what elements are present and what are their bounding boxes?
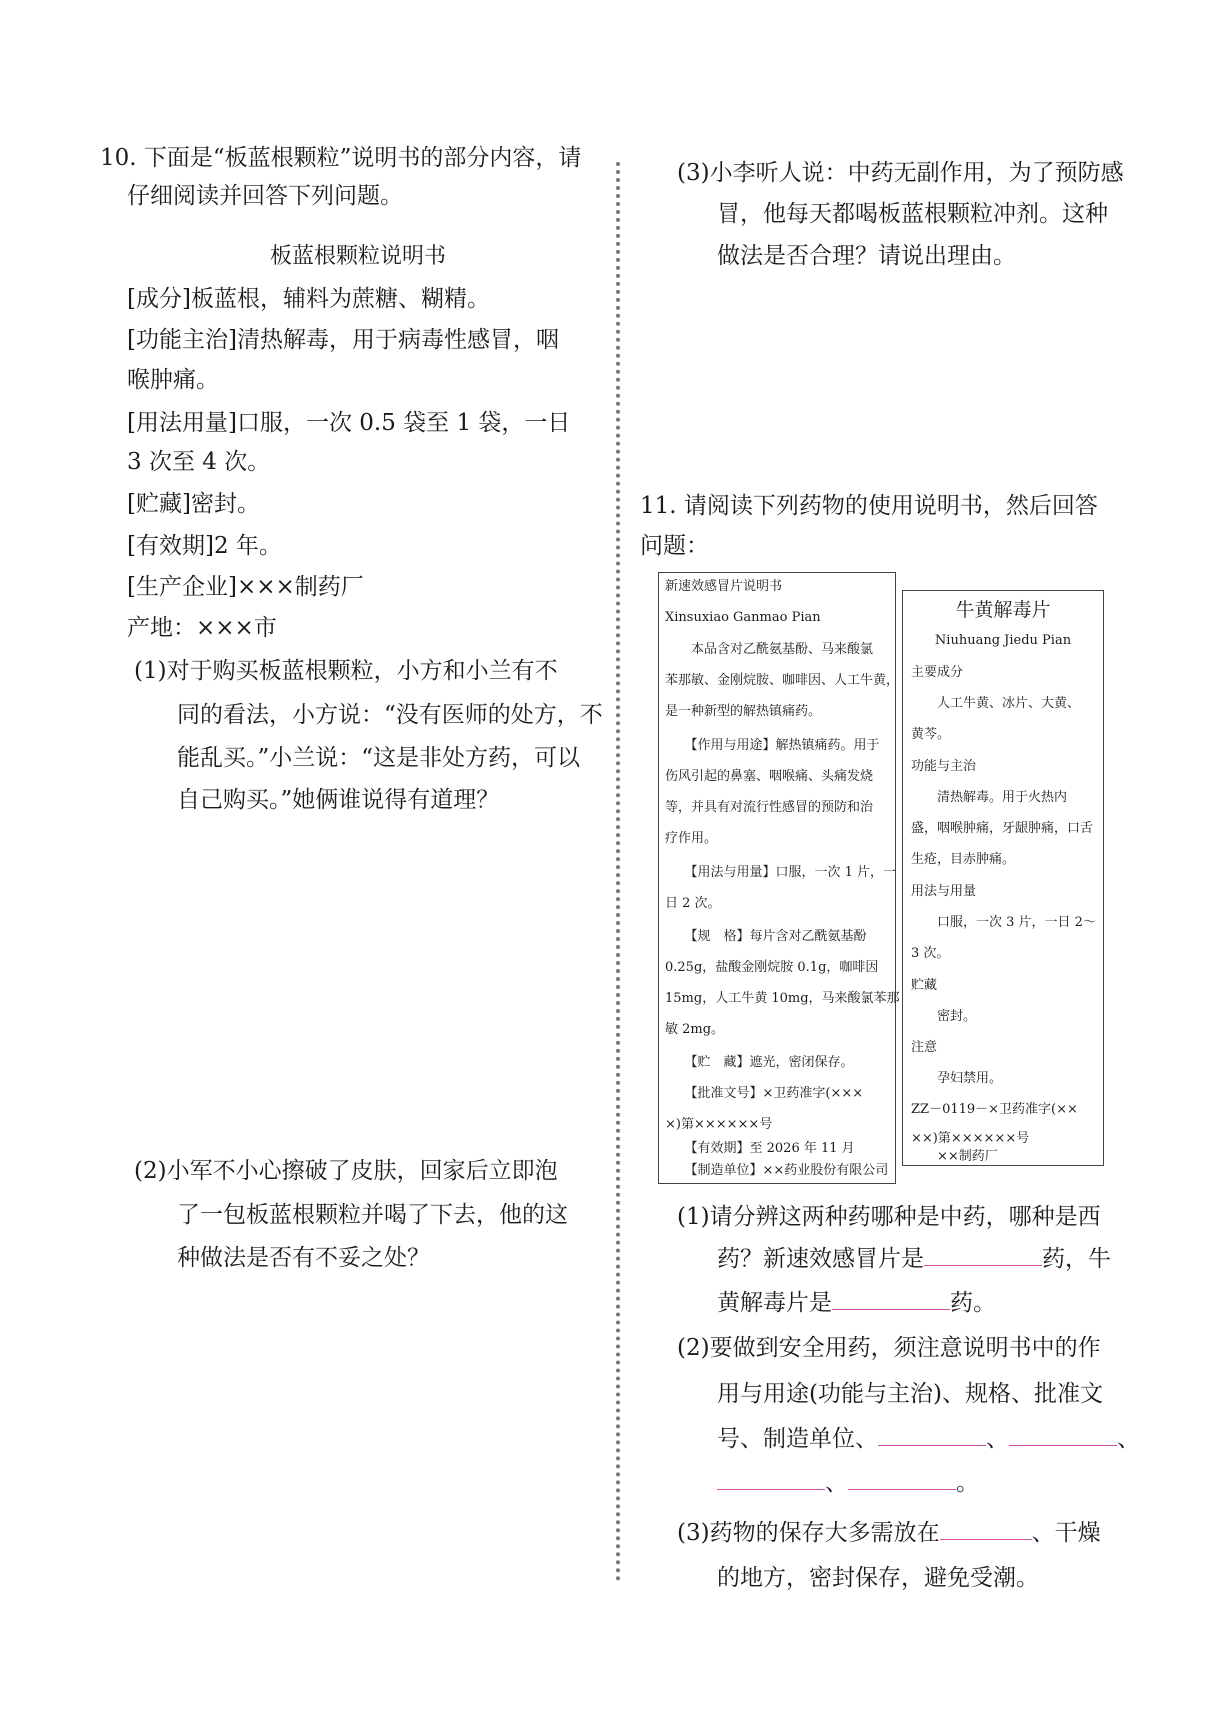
q11-stem-line1: 11. 请阅读下列药物的使用说明书，然后回答 <box>640 493 1098 519</box>
q11-sub1-line3-text-a: 黄解毒片是 <box>717 1290 832 1316</box>
box1-line: 【用法与用量】口服，一次 1 片，一 <box>665 865 897 880</box>
box1-line: ×)第××××××号 <box>665 1117 773 1132</box>
q10-sub3-line: 做法是否合理？请说出理由。 <box>717 243 1016 269</box>
box1-line: 等，并具有对流行性感冒的预防和治 <box>665 800 874 815</box>
q11-stem-line2: 问题： <box>640 533 709 559</box>
q10-sub3-line: 冒，他每天都喝板蓝根颗粒冲剂。这种 <box>717 201 1108 227</box>
q10-line: [用法用量]口服，一次 0.5 袋至 1 袋，一日 <box>127 410 571 436</box>
separator: 。 <box>956 1470 979 1496</box>
q11-sub1-line3 <box>717 1282 996 1325</box>
separator: 、 <box>1117 1426 1140 1452</box>
box1-line: 新速效感冒片说明书 <box>665 579 783 594</box>
q11-sub1-line3-text-b: 药。 <box>950 1290 996 1316</box>
box1-line: 【制造单位】××药业股份有限公司 <box>665 1163 889 1178</box>
answer-blank-storage[interactable] <box>940 1513 1032 1540</box>
q10-sub2-line: 了一包板蓝根颗粒并喝了下去，他的这 <box>177 1202 568 1228</box>
q11-sub1-line2-text-b: 药，牛 <box>1042 1246 1111 1272</box>
q10-line: 喉肿痛。 <box>127 367 219 393</box>
box1-line: 0.25g，盐酸金刚烷胺 0.1g，咖啡因 <box>665 960 879 975</box>
separator: 、 <box>986 1426 1009 1452</box>
q10-sub2-line: (2)小军不小心擦破了皮肤，回家后立即泡 <box>134 1158 558 1184</box>
box2-line: 贮藏 <box>911 978 938 993</box>
q10-sub3-line: (3)小李听人说：中药无副作用，为了预防感 <box>677 160 1124 186</box>
q10-line: 3 次至 4 次。 <box>127 449 271 475</box>
box1-line: 伤风引起的鼻塞、咽喉痛、头痛发烧 <box>665 769 874 784</box>
box2-line: 盛，咽喉肿痛，牙龈肿痛，口舌 <box>911 821 1094 836</box>
box1-line: 15mg，人工牛黄 10mg，马来酸氯苯那 <box>665 991 900 1006</box>
box2-line: 密封。 <box>911 1009 977 1024</box>
box1-line: 疗作用。 <box>665 831 718 846</box>
box1-line: Xinsuxiao Ganmao Pian <box>665 610 821 625</box>
box2-line: 用法与用量 <box>911 884 977 899</box>
box2-title: 牛黄解毒片 <box>955 599 1051 621</box>
q11-sub2-line3-text: 号、制造单位、 <box>717 1426 878 1452</box>
answer-blank-safety-4[interactable] <box>848 1463 956 1490</box>
box2-line: ××制药厂 <box>911 1149 998 1164</box>
answer-blank-safety-1[interactable] <box>878 1419 986 1446</box>
q10-line: [生产企业]×××制药厂 <box>127 574 364 600</box>
box2-line: 生疮，目赤肿痛。 <box>911 852 1016 867</box>
q11-sub3-line2: 的地方，密封保存，避免受潮。 <box>717 1565 1039 1591</box>
q10-line: [贮藏]密封。 <box>127 491 260 517</box>
box1-line: 【规 格】每片含对乙酰氨基酚 <box>665 929 867 944</box>
xinsuxiao-manual-box <box>658 572 900 1184</box>
box2-line: 主要成分 <box>911 665 964 680</box>
q10-sub2-line: 种做法是否有不妥之处？ <box>177 1245 430 1271</box>
box2-line: Niuhuang Jiedu Pian <box>934 633 1072 648</box>
box2-line: 口服，一次 3 片，一日 2～ <box>911 915 1096 930</box>
q10-manual-title: 板蓝根颗粒说明书 <box>270 244 447 269</box>
q10-line: 产地：×××市 <box>127 615 277 641</box>
answer-blank-niuhuang-type[interactable] <box>832 1283 950 1310</box>
box2-line: 注意 <box>911 1040 938 1055</box>
q10-stem-line1: 10. 下面是“板蓝根颗粒”说明书的部分内容，请 <box>100 145 582 171</box>
box2-line: 黄芩。 <box>911 727 951 742</box>
box2-line: ZZ－0119－×卫药准字(×× <box>911 1102 1078 1117</box>
box1-line: 本品含对乙酰氨基酚、马来酸氯 <box>665 642 874 657</box>
q10-line: [成分]板蓝根，辅料为蔗糖、糊精。 <box>127 286 490 312</box>
column-divider <box>616 162 620 1582</box>
q10-sub1-line: (1)对于购买板蓝根颗粒，小方和小兰有不 <box>134 658 558 684</box>
box1-line: 日 2 次。 <box>665 896 721 911</box>
box1-line: 【作用与用途】解热镇痛药。用于 <box>665 738 880 753</box>
q10-line: [有效期]2 年。 <box>127 533 282 559</box>
q11-sub3-line1-text-a: (3)药物的保存大多需放在 <box>677 1520 940 1546</box>
box2-line: 3 次。 <box>911 946 950 961</box>
box2-line: 孕妇禁用。 <box>911 1071 1003 1086</box>
q11-sub2-line3 <box>717 1418 1140 1461</box>
q11-sub1-line1: (1)请分辨这两种药哪种是中药，哪种是西 <box>677 1204 1101 1230</box>
box2-line: 功能与主治 <box>911 759 977 774</box>
box2-line: 人工牛黄、冰片、大黄、 <box>911 696 1081 711</box>
box1-line: 【贮 藏】遮光，密闭保存。 <box>665 1055 854 1070</box>
box1-line: 【批准文号】×卫药准字(××× <box>665 1086 864 1101</box>
separator: 、 <box>825 1470 848 1496</box>
box2-line: 清热解毒。用于火热内 <box>911 790 1068 805</box>
q11-sub1-line2-text-a: 药？新速效感冒片是 <box>717 1246 924 1272</box>
box2-line: ××)第××××××号 <box>911 1131 1030 1146</box>
q11-sub2-line2: 用与用途(功能与主治)、规格、批准文 <box>717 1381 1103 1407</box>
q11-sub2-line4 <box>717 1462 979 1505</box>
q11-sub3-line1 <box>677 1512 1101 1555</box>
box1-line: 敏 2mg。 <box>665 1022 725 1037</box>
q11-sub2-line1: (2)要做到安全用药，须注意说明书中的作 <box>677 1335 1101 1361</box>
box1-line: 苯那敏、金刚烷胺、咖啡因、人工牛黄， <box>665 673 900 688</box>
answer-blank-safety-2[interactable] <box>1009 1419 1117 1446</box>
q11-sub1-line2 <box>717 1238 1111 1281</box>
q10-sub1-line: 同的看法，小方说：“没有医师的处方，不 <box>177 702 603 728</box>
answer-blank-xinsuxiao-type[interactable] <box>924 1239 1042 1266</box>
niuhuang-manual-box <box>902 590 1104 1166</box>
box1-line: 【有效期】至 2026 年 11 月 <box>665 1141 855 1156</box>
q10-stem-line2: 仔细阅读并回答下列问题。 <box>127 183 403 209</box>
answer-blank-safety-3[interactable] <box>717 1463 825 1490</box>
q11-sub3-line1-text-b: 、干燥 <box>1031 1520 1101 1546</box>
q10-sub1-line: 能乱买。”小兰说：“这是非处方药，可以 <box>177 745 581 771</box>
q10-sub1-line: 自己购买。”她俩谁说得有道理？ <box>177 787 500 813</box>
box1-line: 是一种新型的解热镇痛药。 <box>665 704 822 719</box>
q10-line: [功能主治]清热解毒，用于病毒性感冒，咽 <box>127 327 559 353</box>
